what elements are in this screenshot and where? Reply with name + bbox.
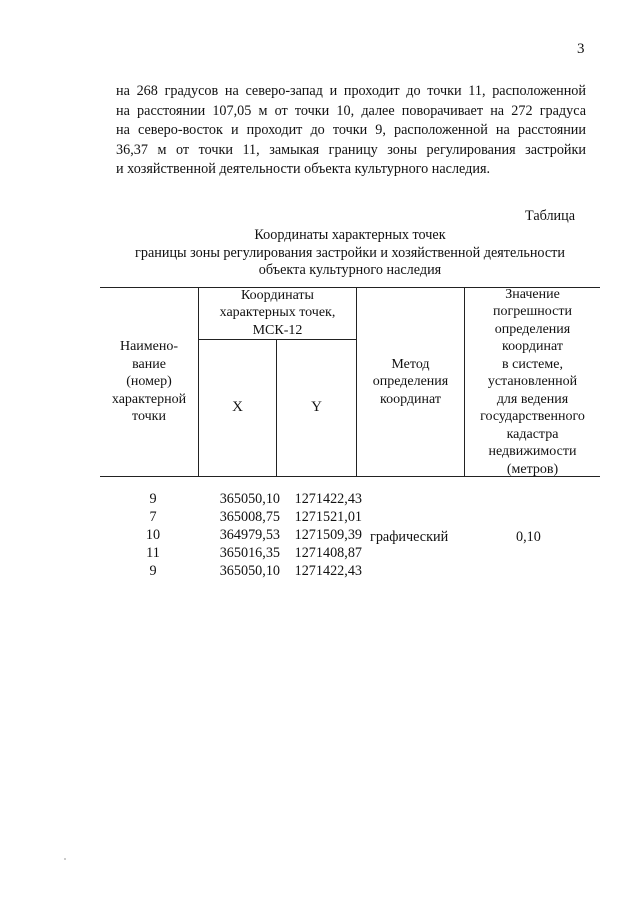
- header-point-name: Наимено- вание (номер) характерной точки: [111, 339, 187, 425]
- point-name: 9: [149, 491, 157, 507]
- scan-speck: [64, 858, 66, 860]
- paragraph-line: на расстоянии 107,05 м от точки 10, далее поворачивает на 272 градуса: [116, 102, 586, 119]
- point-x: 365050,10: [219, 563, 280, 579]
- point-y: 1271422,43: [294, 563, 362, 579]
- paragraph-line: 36,37 м от точки 11, замыкая границу зоны регулирования застройки: [116, 141, 586, 158]
- point-x: 365050,10: [219, 491, 280, 507]
- table-row: [100, 491, 600, 509]
- body-paragraph: [116, 82, 586, 180]
- table-row: [100, 509, 600, 527]
- point-x: 365008,75: [219, 509, 280, 525]
- table-row: [100, 545, 600, 563]
- header-x: X: [232, 399, 243, 416]
- table-label: Таблица: [525, 208, 576, 224]
- point-y: 1271521,01: [294, 509, 362, 525]
- paragraph-line: на 268 градусов на северо-запад и проходит до точки 11, расположенной: [116, 83, 586, 99]
- point-name: 10: [145, 527, 161, 543]
- accuracy-value: 0,10: [516, 529, 541, 545]
- page-number: 3: [577, 41, 585, 57]
- point-y: 1271422,43: [294, 491, 362, 507]
- header-y: Y: [311, 399, 322, 416]
- point-x: 365016,35: [219, 545, 280, 561]
- method-value: графический: [370, 529, 449, 545]
- point-x: 364979,53: [219, 527, 280, 543]
- coordinates-table-header: [100, 287, 600, 477]
- point-name: 7: [149, 509, 157, 525]
- paragraph-line: и хозяйственной деятельности объекта культурного наследия.: [116, 161, 491, 178]
- paragraph-line: на северо-восток и проходит до точки 9, расположенной на расстоянии: [116, 122, 586, 139]
- caption-line: Координаты характерных точек: [254, 227, 446, 243]
- point-name: 11: [146, 545, 160, 561]
- table-caption: [100, 227, 600, 280]
- caption-line: объекта культурного наследия: [258, 262, 442, 278]
- point-y: 1271408,87: [294, 545, 362, 561]
- header-method: Метод определения координат: [372, 356, 449, 407]
- point-name: 9: [149, 563, 157, 579]
- header-accuracy: Значение погрешности определения координат в системе, установленной для ведения государственного кадастра недвижимости (метров): [480, 286, 585, 477]
- header-coordinates: Координаты характерных точек, МСК-12: [219, 287, 336, 338]
- caption-line: границы зоны регулирования застройки и хозяйственной деятельности: [135, 244, 565, 261]
- table-row: [100, 563, 600, 581]
- point-y: 1271509,39: [294, 527, 362, 543]
